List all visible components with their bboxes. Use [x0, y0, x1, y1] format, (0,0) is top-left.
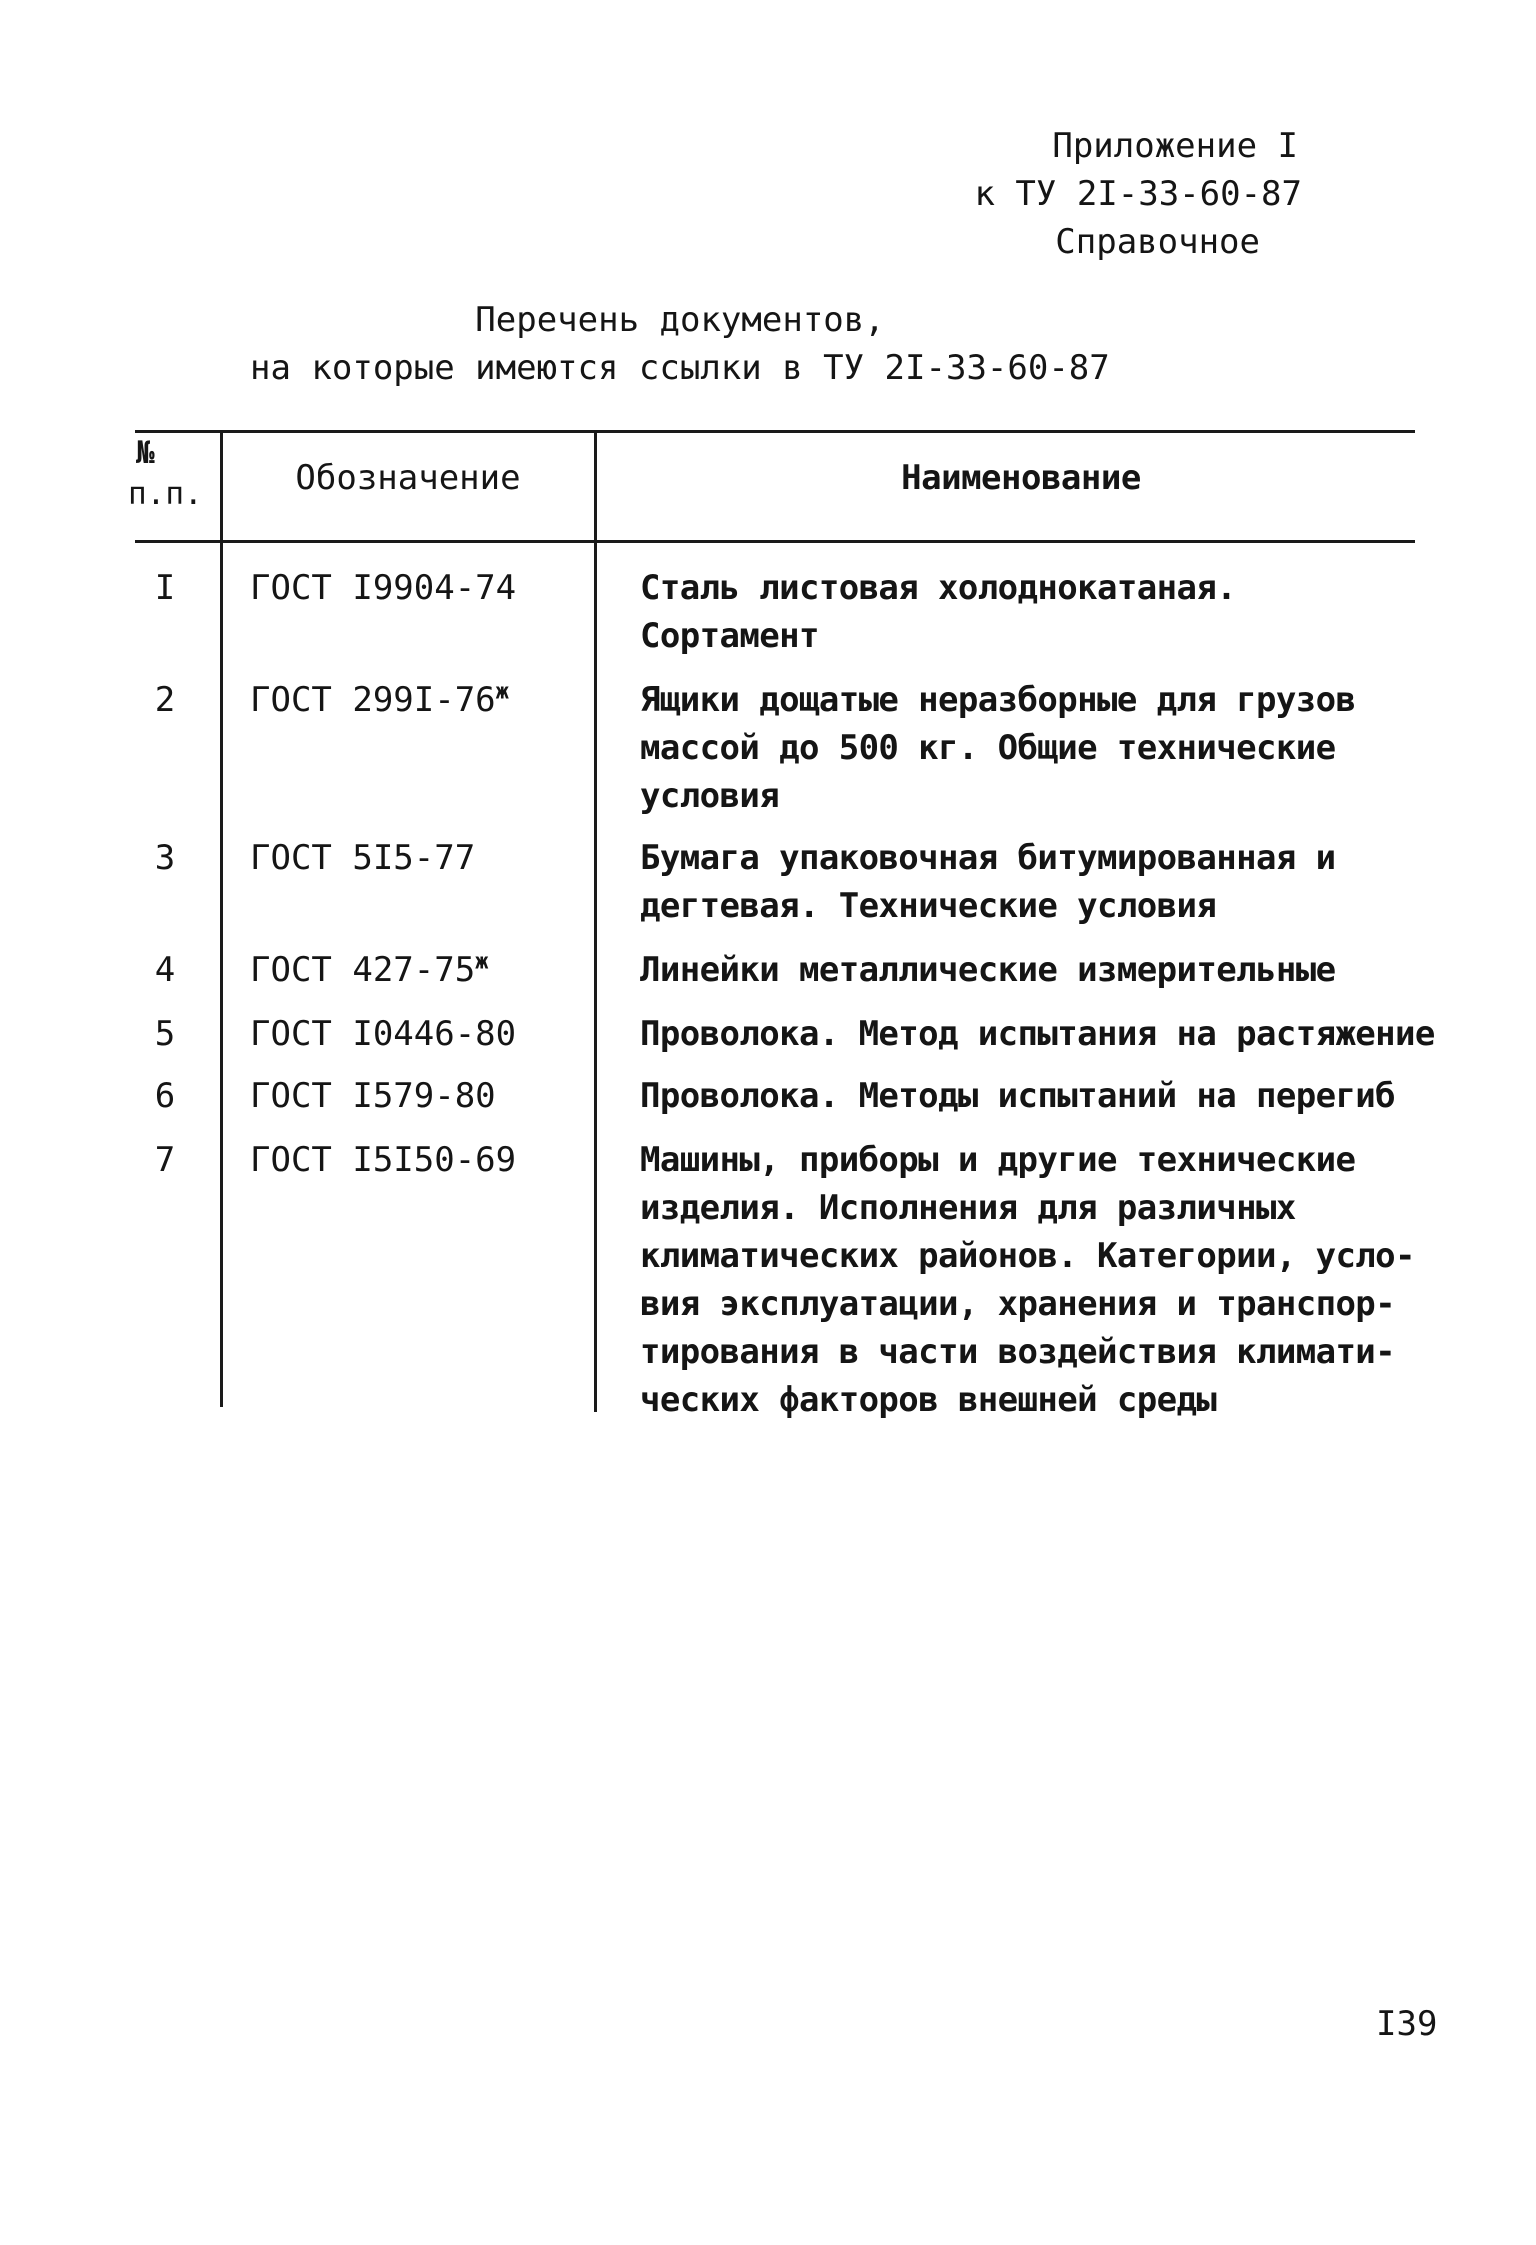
row-4-name-line: Линейки металлические измерительные [640, 950, 1336, 990]
row-4-name [640, 946, 1440, 994]
row-1-number: I [154, 568, 176, 608]
appendix-kind: Справочное [1055, 222, 1260, 262]
table-header-rule [135, 540, 1415, 543]
row-6-name [640, 1072, 1440, 1120]
row-2-name-line: Ящики дощатые неразборные для грузов [640, 680, 1356, 720]
document-heading-line2: на которые имеются ссылки в ТУ 2I-33-60-87 [250, 348, 1110, 388]
row-3-name [640, 834, 1440, 930]
table-column-divider-2 [594, 432, 597, 1412]
row-7-name-line: Машины, приборы и другие технические [640, 1140, 1356, 1180]
row-7-name-line: климатических районов. Категории, усло- [640, 1236, 1415, 1276]
row-5-name-line: Проволока. Метод испытания на растяжение [640, 1014, 1435, 1054]
row-5-number: 5 [154, 1014, 176, 1054]
header-designation: Обозначение [295, 458, 521, 498]
row-5-code: ГОСТ I0446-80 [250, 1014, 517, 1054]
row-2-number: 2 [154, 680, 176, 720]
appendix-title: Приложение I [1052, 126, 1298, 166]
row-7-name-line: изделия. Исполнения для различных [640, 1188, 1296, 1228]
row-4-number: 4 [154, 950, 176, 990]
row-3-name-line: дегтевая. Технические условия [640, 886, 1217, 926]
row-5-name [640, 1010, 1440, 1058]
row-6-name-line: Проволока. Методы испытаний на перегиб [640, 1076, 1396, 1116]
row-7-code: ГОСТ I5I50-69 [250, 1140, 517, 1180]
row-3-number: 3 [154, 838, 176, 878]
header-number-label: п.п. [128, 476, 203, 512]
header-name: Наименование [901, 458, 1141, 498]
row-2-name-line: массой до 500 кг. Общие технические [640, 728, 1336, 768]
row-4-code: ГОСТ $427-75^ж$ [250, 949, 489, 990]
row-3-code: ГОСТ 5I5-77 [250, 838, 476, 878]
row-1-name-line: Сортамент [640, 616, 819, 656]
row-2-code: ГОСТ $299I-76^ж$ [250, 679, 509, 720]
row-2-name [640, 676, 1440, 820]
row-1-code: ГОСТ I9904-74 [250, 568, 517, 608]
table-top-rule [135, 430, 1415, 433]
table-column-divider-1 [220, 432, 223, 1407]
document-heading-line1: Перечень документов, [475, 300, 885, 340]
row-6-code: ГОСТ I579-80 [250, 1076, 496, 1116]
row-6-number: 6 [154, 1076, 176, 1116]
row-7-name-line: тирования в части воздействия климати- [640, 1332, 1396, 1372]
appendix-reference: к ТУ 2I-33-60-87 [974, 174, 1302, 214]
row-1-name-line: Сталь листовая холоднокатаная. [640, 568, 1237, 608]
row-2-name-line: условия [640, 776, 780, 816]
row-1-name [640, 564, 1440, 660]
header-number-sign: № [136, 435, 155, 471]
row-7-number: 7 [154, 1140, 176, 1180]
row-7-name-line: ческих факторов внешней среды [640, 1380, 1217, 1420]
row-7-name-line: вия эксплуатации, хранения и транспор- [640, 1284, 1396, 1324]
row-7-name [640, 1136, 1440, 1424]
page-number: I39 [1376, 2004, 1438, 2044]
row-3-name-line: Бумага упаковочная битумированная и [640, 838, 1336, 878]
